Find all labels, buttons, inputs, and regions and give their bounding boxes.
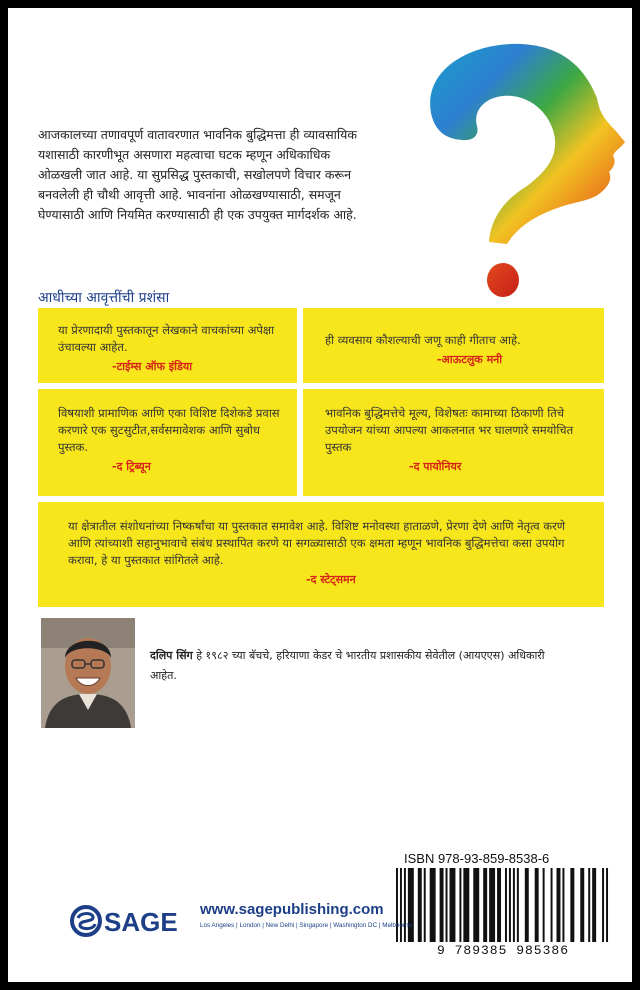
review-card — [38, 389, 297, 496]
barcode-bar — [463, 868, 469, 942]
barcode-bar — [606, 868, 608, 942]
barcode-bar — [400, 868, 402, 942]
review-source: -आऊटलुक मनी — [436, 353, 503, 366]
review-text: विषयाशी प्रामाणिक आणि एका विशिष्ट दिशेकडे प्रवास करणारे एक सुटसुटीत,सर्वसमावेशक आणि सुबोध पुस्तक. — [58, 406, 280, 454]
barcode-bar — [517, 868, 519, 942]
praise-heading: आधीच्या आवृत्तींची प्रशंसा — [38, 290, 170, 306]
barcode-bar — [450, 868, 456, 942]
barcode-bar — [570, 868, 574, 942]
barcode-bar — [483, 868, 487, 942]
barcode-bar — [509, 868, 511, 942]
barcode-bar — [446, 868, 448, 942]
barcode-bar — [489, 868, 495, 942]
barcode-bar — [535, 868, 539, 942]
review-card — [303, 389, 604, 496]
barcode — [396, 868, 610, 942]
barcode-bar — [408, 868, 414, 942]
barcode-digits: 9 789385 985386 — [436, 943, 570, 958]
barcode-bar — [543, 868, 545, 942]
publisher-cities: Los Angeles | London | New Delhi | Singapore | Washington DC | Melbourne — [200, 922, 413, 929]
barcode-bar — [513, 868, 515, 942]
back-cover — [8, 8, 632, 982]
author-bio-text: हे १९८२ च्या बॅचचे, हरियाणा केडर चे भारतीय प्रशासकीय सेवेतील (आयएएस) अधिकारी आहेत. — [150, 649, 545, 682]
barcode-bar — [497, 868, 501, 942]
barcode-bar — [430, 868, 436, 942]
barcode-bar — [440, 868, 444, 942]
sage-logo-text: SAGE — [104, 907, 178, 937]
barcode-bar — [588, 868, 590, 942]
barcode-bar — [459, 868, 461, 942]
review-source: -टाईम्स ऑफ इंडिया — [112, 360, 193, 373]
barcode-bar — [396, 868, 398, 942]
review-text: भावनिक बुद्धिमत्तेचे मूल्य, विशेषतः कामाच्या ठिकाणी तिचे उपयोजन यांच्या आपल्या आकलनात भर घालणारे समयोचित पुस्तक — [325, 406, 574, 454]
review-card — [303, 308, 604, 383]
question-mark-head-illustration — [403, 38, 632, 303]
review-card — [38, 308, 297, 383]
review-source: -द पायोनियर — [409, 460, 462, 473]
barcode-bar — [418, 868, 422, 942]
barcode-bar — [557, 868, 561, 942]
review-source: -द स्टेट्समन — [306, 573, 356, 586]
review-source: -द ट्रिब्यून — [112, 460, 151, 473]
barcode-bar — [505, 868, 507, 942]
barcode-bar — [404, 868, 406, 942]
review-text: या प्रेरणादायी पुस्तकातून लेखकाने वाचकांच्या अपेक्षा उंचावल्या आहेत. — [58, 323, 275, 354]
sage-logo — [70, 902, 195, 940]
barcode-bar — [525, 868, 529, 942]
review-card-wide — [38, 502, 604, 607]
author-bio — [150, 646, 560, 686]
isbn-label: ISBN 978-93-859-8538-6 — [404, 851, 550, 866]
barcode-bar — [562, 868, 564, 942]
barcode-bar — [580, 868, 584, 942]
review-text: ही व्यवसाय कौशल्याची जणू काही गीताच आहे. — [325, 333, 521, 347]
barcode-bar — [473, 868, 479, 942]
author-photo — [41, 618, 135, 728]
intro-paragraph: आजकालच्या तणावपूर्ण वातावरणात भावनिक बुद्धिमत्ता ही व्यावसायिक यशासाठी कारणीभूत असणारा महत्वाचा घटक म्हणून अधिकाधिक ओळखली जात आहे. या सुप्रसिद्ध पुस्तकाची, सखोलपणे विचार करून बनवलेली ही चौथी आवृत्ती आहे. भावनांना ओळखण्यासाठी, समजून घेण्यासाठी आणि नियमित करण्यासाठी ही एक उपयुक्त मार्गदर्शक आहे. — [38, 127, 357, 222]
barcode-bar — [424, 868, 426, 942]
review-text: या क्षेत्रातील संशोधनांच्या निष्कर्षांचा या पुस्तकात समावेश आहे. विशिष्ट मनोवस्था हाताळणे, प्रेरणा देणे आणि नेतृत्व करणे आणि त्यांच्याशी सहानुभावाचे संबंध प्रस्थापित करणे या सगळ्यासाठी एक क्षमता म्हणून भावनिक बुद्धिमत्तेचा कसा उपयोग करावा, हे या पुस्तकात सांगितले आहे. — [68, 519, 566, 567]
barcode-bar — [551, 868, 553, 942]
barcode-bar — [602, 868, 604, 942]
publisher-url[interactable]: www.sagepublishing.com — [200, 901, 384, 918]
barcode-bar — [592, 868, 596, 942]
author-name: दलिप सिंग — [150, 649, 193, 662]
